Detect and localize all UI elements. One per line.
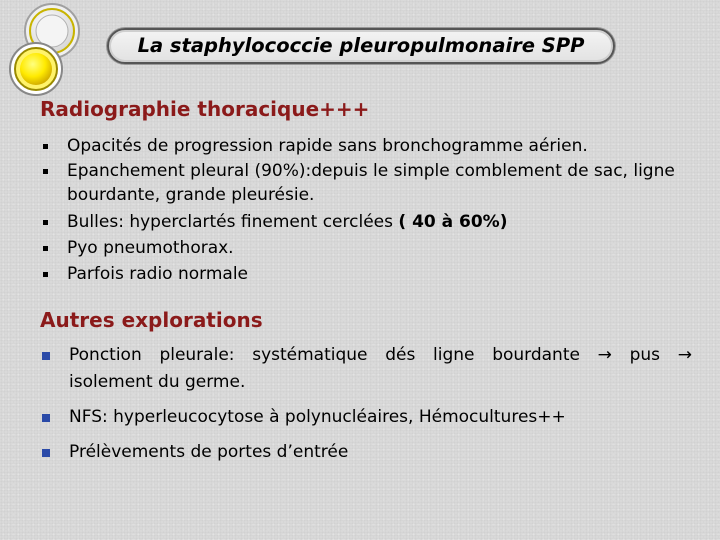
list-item [40, 159, 710, 207]
list-item-text: Bulles: hyperclartés finement cerclées [67, 212, 399, 232]
list-item [40, 404, 692, 431]
list-item-text: NFS: hyperleucocytose à polynucléaires, Hémocultures++ [69, 407, 566, 427]
list-item-text: Epanchement pleural (90%):depuis le simple comblement de sac, ligne bourdante, grande pleurésie. [67, 161, 675, 205]
square-bullet-icon [43, 220, 48, 225]
square-bullet-icon [42, 352, 50, 360]
list-item [40, 261, 710, 287]
list-item-text: Pyo pneumothorax. [67, 238, 234, 258]
square-bullet-icon [43, 169, 48, 174]
list-item [40, 342, 692, 396]
list-item-text: Opacités de progression rapide sans bronchogramme aérien. [67, 136, 588, 156]
list-item [40, 209, 710, 235]
list-item-text: Ponction pleurale: systématique dés ligne bourdante → pus → [69, 345, 692, 365]
square-bullet-icon [43, 272, 48, 277]
list-item-text: Prélèvements de portes d’entrée [69, 442, 349, 462]
slide-title: La staphylococcie pleuropulmonaire SPP [107, 28, 615, 64]
square-bullet-icon [42, 414, 50, 422]
list-item [40, 235, 710, 261]
list-item [40, 439, 692, 466]
section-heading-autres-explorations: Autres explorations [40, 308, 263, 332]
list-item-text-continuation: isolement du germe. [69, 372, 246, 392]
list-item [40, 133, 710, 159]
autres-explorations-list [40, 342, 692, 466]
section-heading-radiographie: Radiographie thoracique+++ [40, 97, 370, 121]
yellow-disc-logo-icon [0, 0, 100, 110]
radiographie-list [40, 133, 710, 287]
square-bullet-icon [43, 246, 48, 251]
percentage-range: ( 40 à 60%) [398, 212, 508, 232]
list-item-text: Parfois radio normale [67, 264, 249, 284]
square-bullet-icon [42, 449, 50, 457]
square-bullet-icon [43, 144, 48, 149]
